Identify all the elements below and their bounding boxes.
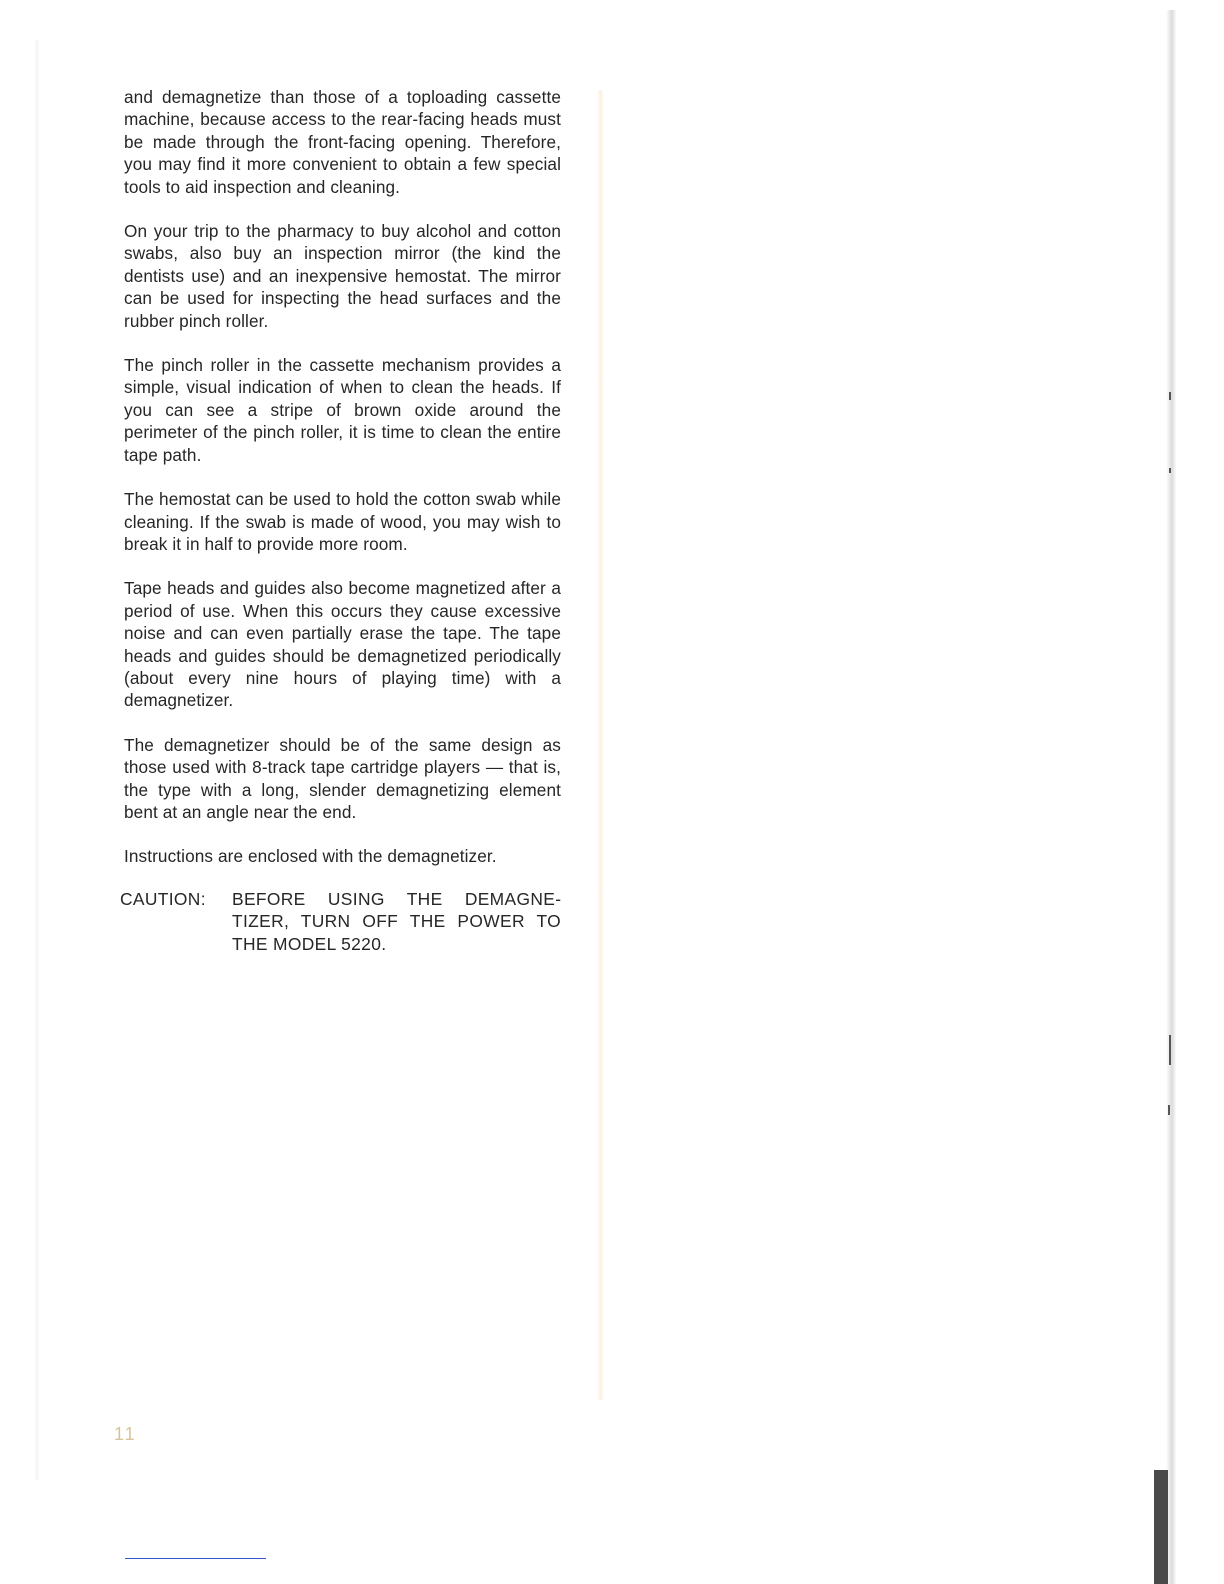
caution-label: CAUTION: — [120, 888, 206, 909]
scan-right-edge-dark — [1154, 1470, 1168, 1584]
scan-right-edge — [1166, 10, 1176, 1584]
paragraph-demagnetizer-design: The demagnetizer should be of the same design as those used with 8-track tape cartridge players — that is, the type with a long, slender demagnetizing element bent at an angle near the end. — [124, 734, 561, 822]
caution-text: BEFORE USING THE DEMAGNETIZER, TURN OFF THE POWER TO THE MODEL 5220. — [232, 888, 561, 954]
caution-notice — [120, 888, 561, 956]
paragraph-instructions: Instructions are enclosed with the demagnetizer. — [124, 846, 497, 867]
paragraph-tools-intro: and demagnetize than those of a toploading cassette machine, because access to the rear-facing heads must be made through the front-facing opening. Therefore, you may find it more convenient to obtain a few special tools to aid inspection and cleaning. — [124, 87, 561, 197]
body-text-column — [120, 86, 561, 956]
scan-center-fold — [597, 90, 604, 1400]
paragraph-hemostat: The hemostat can be used to hold the cotton swab while cleaning. If the swab is made of wood, you may wish to break it in half to provide more room. — [124, 489, 561, 554]
scan-left-shadow — [34, 40, 40, 1480]
page-number: 11 — [114, 1424, 137, 1444]
paragraph-pinch-roller: The pinch roller in the cassette mechanism provides a simple, visual indication of when to clean the heads. If you can see a stripe of brown oxide around the perimeter of the pinch roller, it is time to clean the entire tape path. — [124, 355, 561, 465]
paragraph-magnetization: Tape heads and guides also become magnetized after a period of use. When this occurs they cause excessive noise and can even partially erase the tape. The tape heads and guides should be demagnetized periodically (about every nine hours of playing time) with a demagnetizer. — [124, 578, 561, 711]
scan-artifact-mark — [1169, 1035, 1171, 1065]
paragraph-pharmacy-tools: On your trip to the pharmacy to buy alcohol and cotton swabs, also buy an inspection mirror (the kind the dentists use) and an inexpensive hemostat. The mirror can be used for inspecting the head surfaces and the rubber pinch roller. — [124, 221, 561, 331]
scan-artifact-mark — [1169, 468, 1171, 473]
scan-artifact-mark — [1169, 392, 1171, 400]
scan-artifact-mark — [1168, 1105, 1170, 1115]
footer-rule — [125, 1558, 266, 1559]
